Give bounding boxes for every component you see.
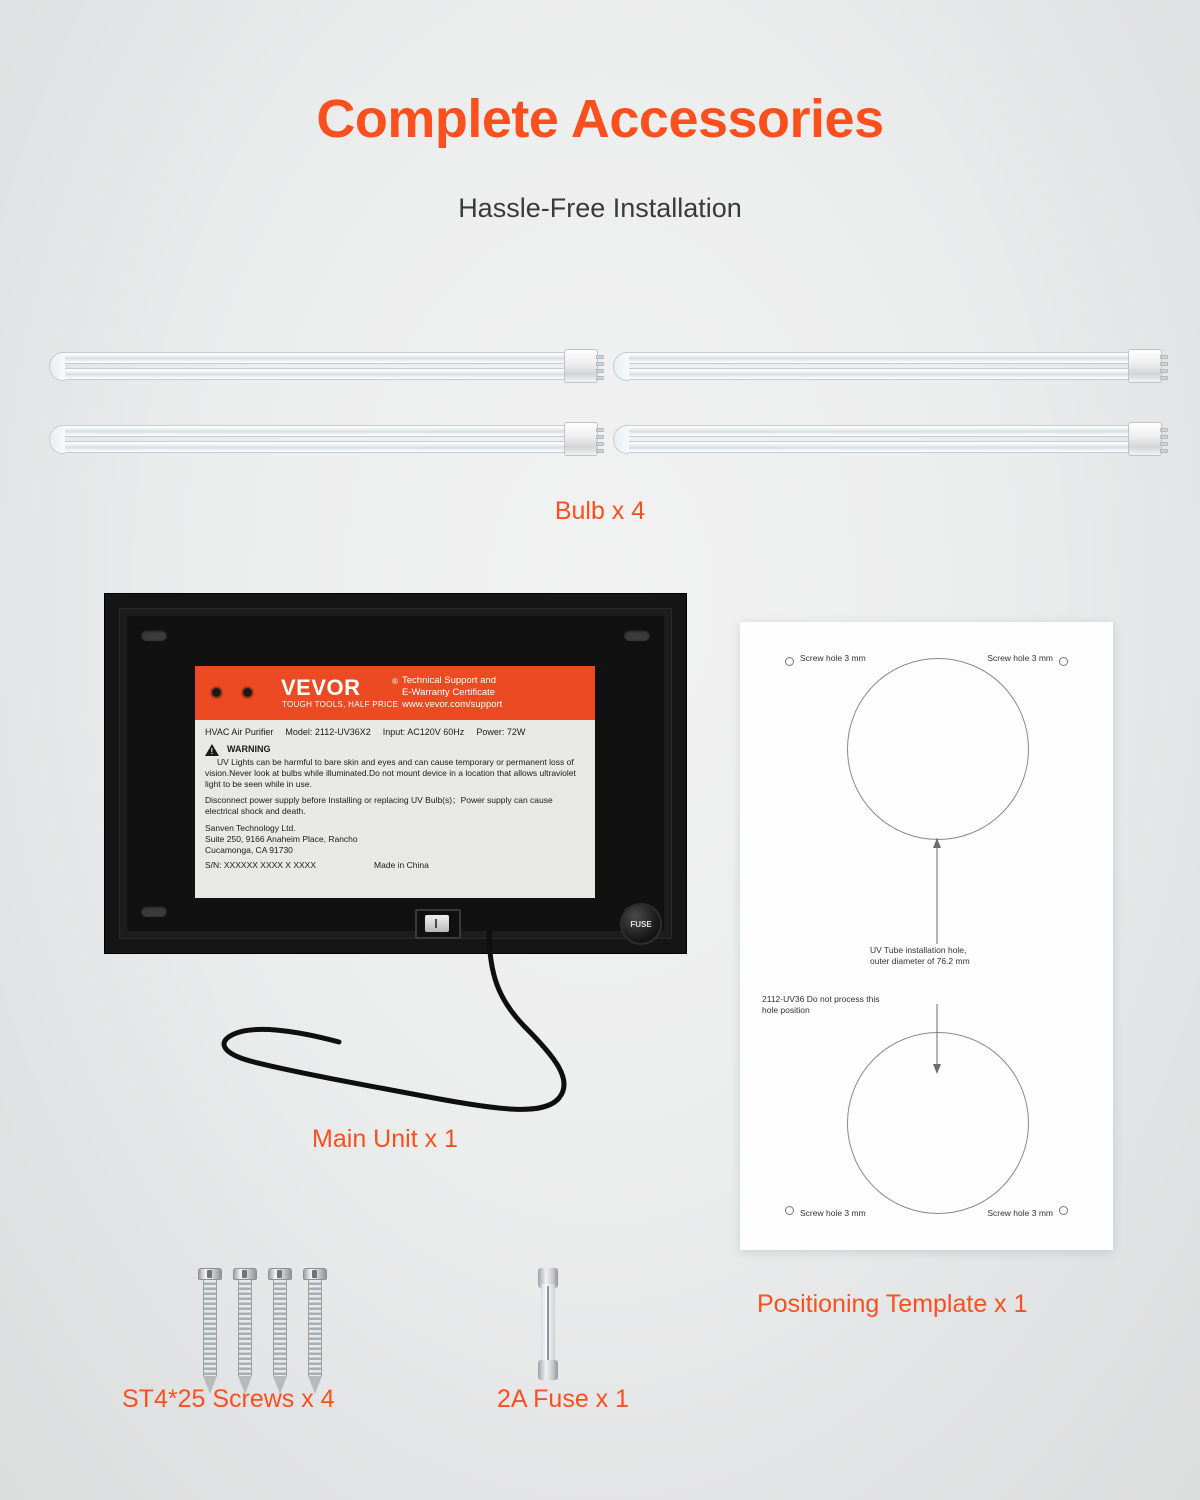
screw-head [198, 1268, 222, 1280]
main-unit-illustration [104, 593, 687, 954]
brand-name: VEVOR [281, 675, 361, 700]
indicator-led-icon [212, 688, 221, 697]
template-label-screw-hole-tr: Screw hole 3 mm [987, 653, 1053, 663]
screw-head [233, 1268, 257, 1280]
bulb-pin [1160, 442, 1168, 446]
bulb-pin [1160, 376, 1168, 380]
template-note-side [762, 994, 880, 1016]
power-switch[interactable] [415, 909, 461, 939]
bulb-pin [1160, 435, 1168, 439]
company-name: Sanven Technology Ltd. [205, 823, 296, 833]
screw-item [233, 1268, 257, 1394]
bulb-pin [596, 449, 604, 453]
warning-paragraph-2: Disconnect power supply before Installing or replacing UV Bulb(s)；Power supply can cause electrical shock and death. [205, 795, 553, 816]
brand-registered-mark: ® [392, 677, 398, 686]
bulb-tube-lower [622, 441, 1138, 453]
fuse-holder[interactable]: FUSE [620, 903, 662, 945]
template-label-screw-hole-br: Screw hole 3 mm [987, 1208, 1053, 1218]
mounting-slot [624, 630, 650, 641]
bulb-pin [1160, 355, 1168, 359]
template-note-side-line-2: hole position [762, 1005, 810, 1015]
bulb-pin [1160, 362, 1168, 366]
support-line-1: Technical Support and [402, 675, 497, 686]
screw-shank [203, 1280, 217, 1376]
fuse-filament [547, 1286, 549, 1364]
power-cord [104, 930, 624, 1130]
bulb-tube-lower [58, 368, 574, 380]
caption-screws: ST4*25 Screws x 4 [122, 1385, 335, 1413]
support-line-3: www.vevor.com/support [402, 699, 503, 710]
bulb-pin [596, 442, 604, 446]
serial-row [205, 860, 585, 871]
screw-shank [238, 1280, 252, 1376]
support-info [402, 675, 502, 711]
bulb-pin [596, 376, 604, 380]
bulb-tube-lower [622, 368, 1138, 380]
bulb-item [614, 352, 1162, 386]
bulb-base [1128, 349, 1162, 383]
bulb-pin [1160, 428, 1168, 432]
spec-power: Power: 72W [476, 727, 526, 737]
company-address-1: Suite 250, 9166 Anaheim Place, Rancho [205, 834, 358, 844]
spec-input: Input: AC120V 60Hz [382, 727, 465, 737]
brand-tagline: TOUGH TOOLS, HALF PRICE [282, 700, 399, 709]
label-brand-bar [195, 666, 595, 720]
spec-row [205, 727, 585, 738]
bulb-item [50, 425, 598, 459]
warning-paragraph-1: UV Lights can be harmful to bare skin and eyes and can cause temporary or permanent loss of vision.Never look at bulbs while illuminated.Do not mount device in a location that allows ultraviolet light to be seen while in use. [205, 757, 576, 789]
bulb-tube-upper [58, 352, 574, 364]
bulb-item [614, 425, 1162, 459]
page-title: Complete Accessories [316, 89, 884, 149]
bulb-pin [1160, 369, 1168, 373]
bulb-base [1128, 422, 1162, 456]
indicator-led-icon [243, 688, 252, 697]
mounting-slot [141, 906, 167, 917]
bulb-bend [613, 352, 629, 381]
warning-heading [227, 744, 585, 755]
template-label-screw-hole-tl: Screw hole 3 mm [800, 653, 866, 663]
bulb-tube-upper [58, 425, 574, 437]
bulb-base [564, 422, 598, 456]
serial-number: S/N: XXXXXX XXXX X XXXX [205, 860, 317, 870]
warning-title: WARNING [227, 744, 271, 754]
screw-item [198, 1268, 222, 1394]
bulb-item [50, 352, 598, 386]
made-in: Made in China [374, 860, 429, 870]
spec-model: Model: 2112-UV36X2 [285, 727, 371, 737]
bulb-tube-upper [622, 425, 1138, 437]
caption-fuse: 2A Fuse x 1 [497, 1385, 630, 1413]
screw-item [303, 1268, 327, 1394]
bulb-pin [596, 362, 604, 366]
screw-head [303, 1268, 327, 1280]
label-body [195, 720, 595, 871]
template-dimension-arrow [740, 622, 1113, 1250]
screw-head [268, 1268, 292, 1280]
template-note-center-line-2: outer diameter of 76.2 mm [870, 956, 970, 966]
power-switch-rocker[interactable] [425, 915, 449, 932]
bulb-pin [596, 428, 604, 432]
bulb-pin [596, 369, 604, 373]
page-subtitle: Hassle-Free Installation [458, 193, 742, 223]
template-note-side-line-1: 2112-UV36 Do not process this [762, 994, 880, 1004]
fuse-illustration [537, 1268, 559, 1380]
screw-item [268, 1268, 292, 1394]
support-line-2: E-Warranty Certificate [402, 687, 496, 698]
company-address-2: Cucamonga, CA 91730 [205, 845, 293, 855]
caption-main-unit: Main Unit x 1 [312, 1125, 458, 1153]
screw-shank [273, 1280, 287, 1376]
template-label-screw-hole-bl: Screw hole 3 mm [800, 1208, 866, 1218]
fuse-cap-bottom [538, 1360, 558, 1380]
bulb-bend [613, 425, 629, 454]
template-note-center-line-1: UV Tube installation hole, [870, 945, 967, 955]
bulb-bend [49, 352, 65, 381]
spec-product-name: HVAC Air Purifier [205, 727, 274, 737]
bulb-pin [596, 435, 604, 439]
screw-shank [308, 1280, 322, 1376]
bulb-tube-upper [622, 352, 1138, 364]
warning-triangle-icon [205, 744, 219, 756]
caption-bulb: Bulb x 4 [554, 497, 646, 525]
bulb-pin [1160, 449, 1168, 453]
product-label [195, 666, 595, 898]
bulb-bend [49, 425, 65, 454]
template-note-center [870, 945, 970, 967]
mounting-slot [141, 630, 167, 641]
bulb-pin [596, 355, 604, 359]
bulb-base [564, 349, 598, 383]
bulb-tube-lower [58, 441, 574, 453]
positioning-template-illustration [740, 622, 1113, 1250]
caption-template: Positioning Template x 1 [757, 1290, 1028, 1318]
